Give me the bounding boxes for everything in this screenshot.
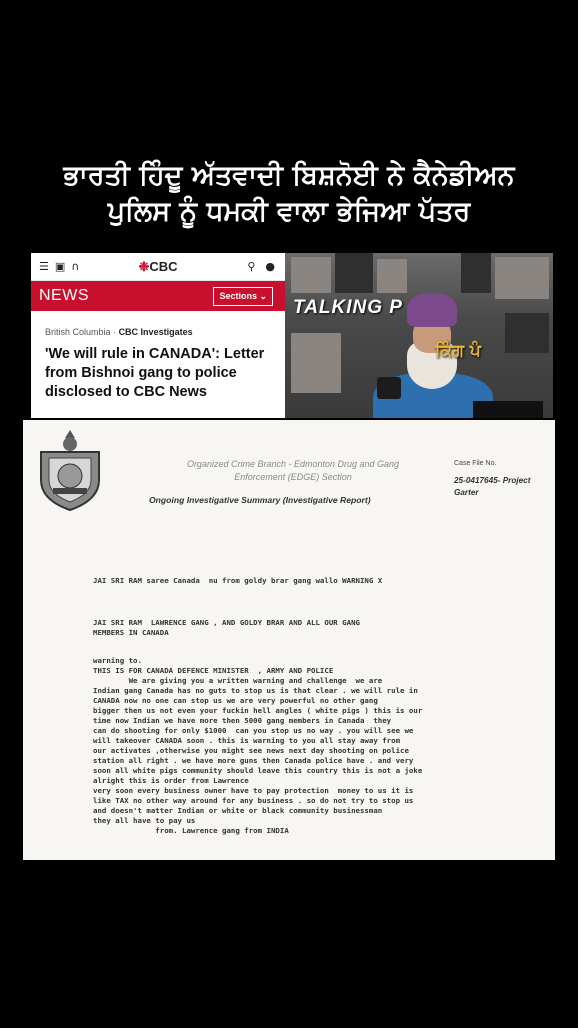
sections-button[interactable]: Sections ⌄ xyxy=(213,287,273,306)
section-title[interactable]: NEWS xyxy=(39,287,89,304)
letter-line-1: JAI SRI RAM saree Canada nu from goldy brar gang wallo WARNING X xyxy=(93,576,383,585)
letter-line-3: MEMBERS IN CANADA xyxy=(93,628,169,637)
show-title-overlay: TALKING P xyxy=(293,297,403,318)
video-icon[interactable]: ▣ xyxy=(54,260,66,273)
headphones-icon[interactable]: ∩ xyxy=(71,260,80,273)
police-crest-icon xyxy=(33,428,107,512)
letter-body: warning to. THIS IS FOR CANADA DEFENCE MINISTER , ARMY AND POLICE We are giving you a written warning and challenge we are Indian gang Canada has no guts to stop us is that clear . we will rule in CANADA now no one can stop us we are very powerful no other gang bigger then us not even your fuckin hell angles ( white pigs ) this is our time now Indian we have more then 5000 gang members in Canada they can do shooting for only $1000 can you stop us no way . you will see we will takeover CANADA soon . this is warning to you all stay away from our activates ,otherwise you might see news next day shooting on police station all right . we have more guns then Canada police have . and very soon all white pigs community should leave this country this is not a joke alright this is order from Lawrence very soon every business owner have to pay protection money to us it is like TAX no other way around for any business . so do not try to stop us and doesn't matter Indian or white or black community businessman they all have to pay us from. Lawrence gang from INDIA xyxy=(93,656,423,835)
branch-heading: Organized Crime Branch - Edmonton Drug and Gang Enforcement (EDGE) Section xyxy=(186,459,400,482)
case-file-value: 25-0417645- Project Garter xyxy=(454,476,531,497)
cbc-top-bar xyxy=(31,253,285,281)
report-summary-title: Ongoing Investigative Summary (Investigative Report) xyxy=(149,495,371,505)
search-icon[interactable]: ⚲ xyxy=(247,260,256,273)
headline xyxy=(0,158,578,230)
breadcrumb-item-bc[interactable]: British Columbia xyxy=(45,327,111,337)
headline-line-2: ਪੁਲਿਸ ਨੂੰ ਧਮਕੀ ਵਾਲਾ ਭੇਜਿਆ ਪੱਤਰ xyxy=(107,196,471,227)
laptop xyxy=(473,401,543,418)
article-title[interactable]: 'We will rule in CANADA': Letter from Bishnoi gang to police disclosed to CBC News xyxy=(45,346,265,400)
menu-icon[interactable]: ☰ xyxy=(39,260,49,273)
cbc-article-screenshot xyxy=(31,253,285,418)
presenter-photo xyxy=(285,253,553,418)
user-icon[interactable]: ● xyxy=(265,260,275,273)
cbc-gem-icon: ❉ xyxy=(138,258,150,274)
letter-line-2: JAI SRI RAM LAWRENCE GANG , AND GOLDY BRAR AND ALL OUR GANG xyxy=(93,618,360,627)
police-document xyxy=(23,420,555,860)
presenter-turban xyxy=(407,293,457,327)
breadcrumb: British Columbia · CBC Investigates xyxy=(45,327,193,337)
cbc-section-bar xyxy=(31,281,285,311)
case-file-label: Case File No. xyxy=(454,460,497,467)
punjabi-banner-text: ਕਿੰਗ ਪੰ xyxy=(435,341,481,361)
breadcrumb-item-investigates[interactable]: CBC Investigates xyxy=(118,327,193,337)
headline-line-1: ਭਾਰਤੀ ਹਿੰਦੂ ਅੱਤਵਾਦੀ ਬਿਸ਼ਨੋਈ ਨੇ ਕੈਨੇਡੀਅਨ xyxy=(63,160,515,191)
microphone-icon xyxy=(377,377,401,399)
cbc-logo[interactable]: ❉CBC xyxy=(138,258,178,274)
